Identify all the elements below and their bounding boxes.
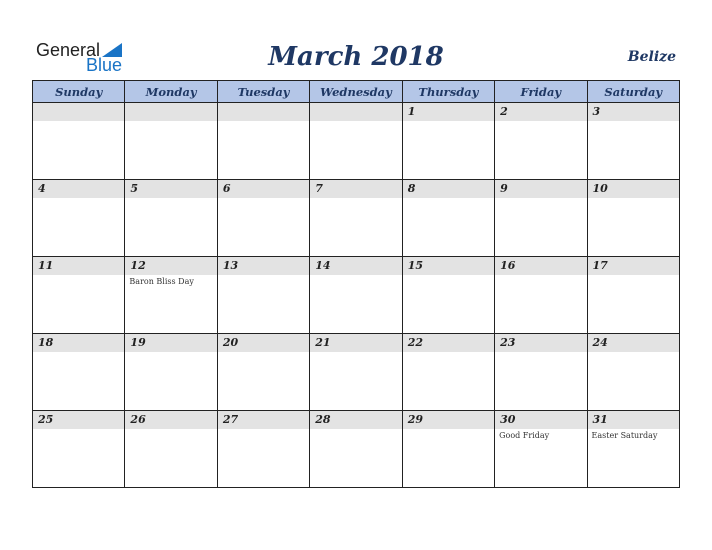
weekday-header: Monday	[125, 81, 217, 103]
day-cell	[125, 411, 217, 488]
day-cell	[33, 103, 125, 180]
logo-general-text: General	[36, 40, 101, 60]
day-number: 28	[310, 411, 401, 429]
day-cell	[125, 257, 217, 334]
day-cell	[495, 334, 587, 411]
logo-blue-text: Blue	[86, 55, 123, 75]
weekday-header: Sunday	[33, 81, 125, 103]
day-cell	[310, 103, 402, 180]
week-row	[33, 257, 680, 334]
day-cell	[495, 411, 587, 488]
weekday-header: Thursday	[402, 81, 494, 103]
day-number: 8	[403, 180, 494, 198]
day-number: 11	[33, 257, 124, 275]
day-cell	[125, 103, 217, 180]
calendar-grid	[32, 80, 680, 488]
day-cell	[33, 257, 125, 334]
day-cell	[310, 334, 402, 411]
day-number: 22	[403, 334, 494, 352]
day-number: 21	[310, 334, 401, 352]
day-number: 29	[403, 411, 494, 429]
day-cell	[402, 180, 494, 257]
day-cell	[217, 103, 309, 180]
day-number	[310, 103, 401, 121]
day-cell	[495, 103, 587, 180]
week-row	[33, 411, 680, 488]
holiday-label: Good Friday	[499, 431, 550, 440]
day-number: 5	[125, 180, 216, 198]
day-cell	[125, 334, 217, 411]
calendar-title: March 2018	[268, 42, 444, 72]
day-number: 24	[588, 334, 679, 352]
day-number: 12	[125, 257, 216, 275]
day-number: 9	[495, 180, 586, 198]
day-cell	[587, 411, 679, 488]
day-cell	[310, 257, 402, 334]
day-number: 1	[403, 103, 494, 121]
day-number: 15	[403, 257, 494, 275]
weekday-header: Wednesday	[310, 81, 402, 103]
day-number: 16	[495, 257, 586, 275]
holiday-label: Baron Bliss Day	[129, 277, 194, 286]
weekday-header: Tuesday	[217, 81, 309, 103]
weekday-header: Friday	[495, 81, 587, 103]
day-number: 30	[495, 411, 586, 429]
day-cell	[125, 180, 217, 257]
day-cell	[33, 411, 125, 488]
day-cell	[33, 180, 125, 257]
week-row	[33, 103, 680, 180]
day-number: 4	[33, 180, 124, 198]
day-number: 25	[33, 411, 124, 429]
country-label: Belize	[627, 49, 676, 65]
weekday-header-row	[33, 81, 680, 103]
day-number: 13	[218, 257, 309, 275]
week-row	[33, 180, 680, 257]
day-cell	[217, 411, 309, 488]
day-cell	[495, 180, 587, 257]
day-cell	[587, 257, 679, 334]
day-number: 31	[588, 411, 679, 429]
day-cell	[310, 411, 402, 488]
day-cell	[33, 334, 125, 411]
day-number: 7	[310, 180, 401, 198]
day-number	[125, 103, 216, 121]
day-number: 18	[33, 334, 124, 352]
day-cell	[310, 180, 402, 257]
day-cell	[217, 180, 309, 257]
day-cell	[217, 334, 309, 411]
day-cell	[587, 334, 679, 411]
day-number: 14	[310, 257, 401, 275]
day-cell	[402, 103, 494, 180]
day-cell	[587, 103, 679, 180]
day-number: 17	[588, 257, 679, 275]
day-cell	[402, 257, 494, 334]
day-number: 26	[125, 411, 216, 429]
week-row	[33, 334, 680, 411]
day-number: 19	[125, 334, 216, 352]
day-cell	[402, 334, 494, 411]
day-number: 27	[218, 411, 309, 429]
day-number: 23	[495, 334, 586, 352]
day-number: 20	[218, 334, 309, 352]
day-number: 6	[218, 180, 309, 198]
day-cell	[495, 257, 587, 334]
day-number: 10	[588, 180, 679, 198]
day-number: 2	[495, 103, 586, 121]
day-cell	[402, 411, 494, 488]
day-cell	[217, 257, 309, 334]
day-number	[218, 103, 309, 121]
holiday-label: Easter Saturday	[591, 431, 658, 440]
day-cell	[587, 180, 679, 257]
day-number	[33, 103, 124, 121]
day-number: 3	[588, 103, 679, 121]
weekday-header: Saturday	[587, 81, 679, 103]
